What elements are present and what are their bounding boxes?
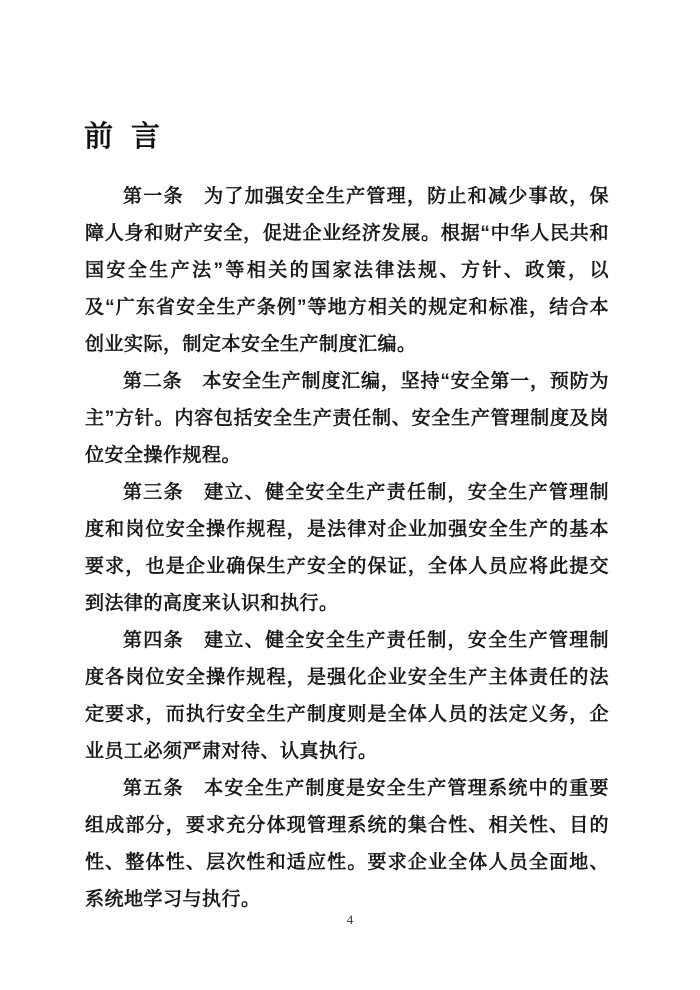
document-body bbox=[85, 178, 609, 918]
paragraph-article-5: 第五条 本安全生产制度是安全生产管理系统中的重要组成部分，要求充分体现管理系统的集合性、相关性、目的性、整体性、层次性和适应性。要求企业全体人员全面地、系统地学习与执行。 bbox=[85, 778, 609, 910]
paragraph-article-1: 第一条 为了加强安全生产管理，防止和减少事故，保障人身和财产安全，促进企业经济发展。根据“中华人民共和国安全生产法”等相关的国家法律法规、方针、政策，以及“广东省安全生产条例”等地方相关的规定和标准，结合本创业实际，制定本安全生产制度汇编。 bbox=[85, 186, 609, 355]
paragraph-article-4: 第四条 建立、健全安全生产责任制，安全生产管理制度各岗位安全操作规程，是强化企业安全生产主体责任的法定要求，而执行安全生产制度则是全体人员的法定义务，企业员工必须严肃对待、认真执行。 bbox=[85, 630, 609, 762]
page-title: 前 言 bbox=[84, 121, 166, 153]
paragraph-article-2: 第二条 本安全生产制度汇编，坚持“安全第一，预防为主”方针。内容包括安全生产责任制、安全生产管理制度及岗位安全操作规程。 bbox=[85, 371, 609, 466]
page-number: 4 bbox=[346, 912, 354, 927]
paragraph-article-3: 第三条 建立、健全安全生产责任制，安全生产管理制度和岗位安全操作规程，是法律对企业加强安全生产的基本要求，也是企业确保生产安全的保证，全体人员应将此提交到法律的高度来认识和执行。 bbox=[85, 482, 609, 614]
